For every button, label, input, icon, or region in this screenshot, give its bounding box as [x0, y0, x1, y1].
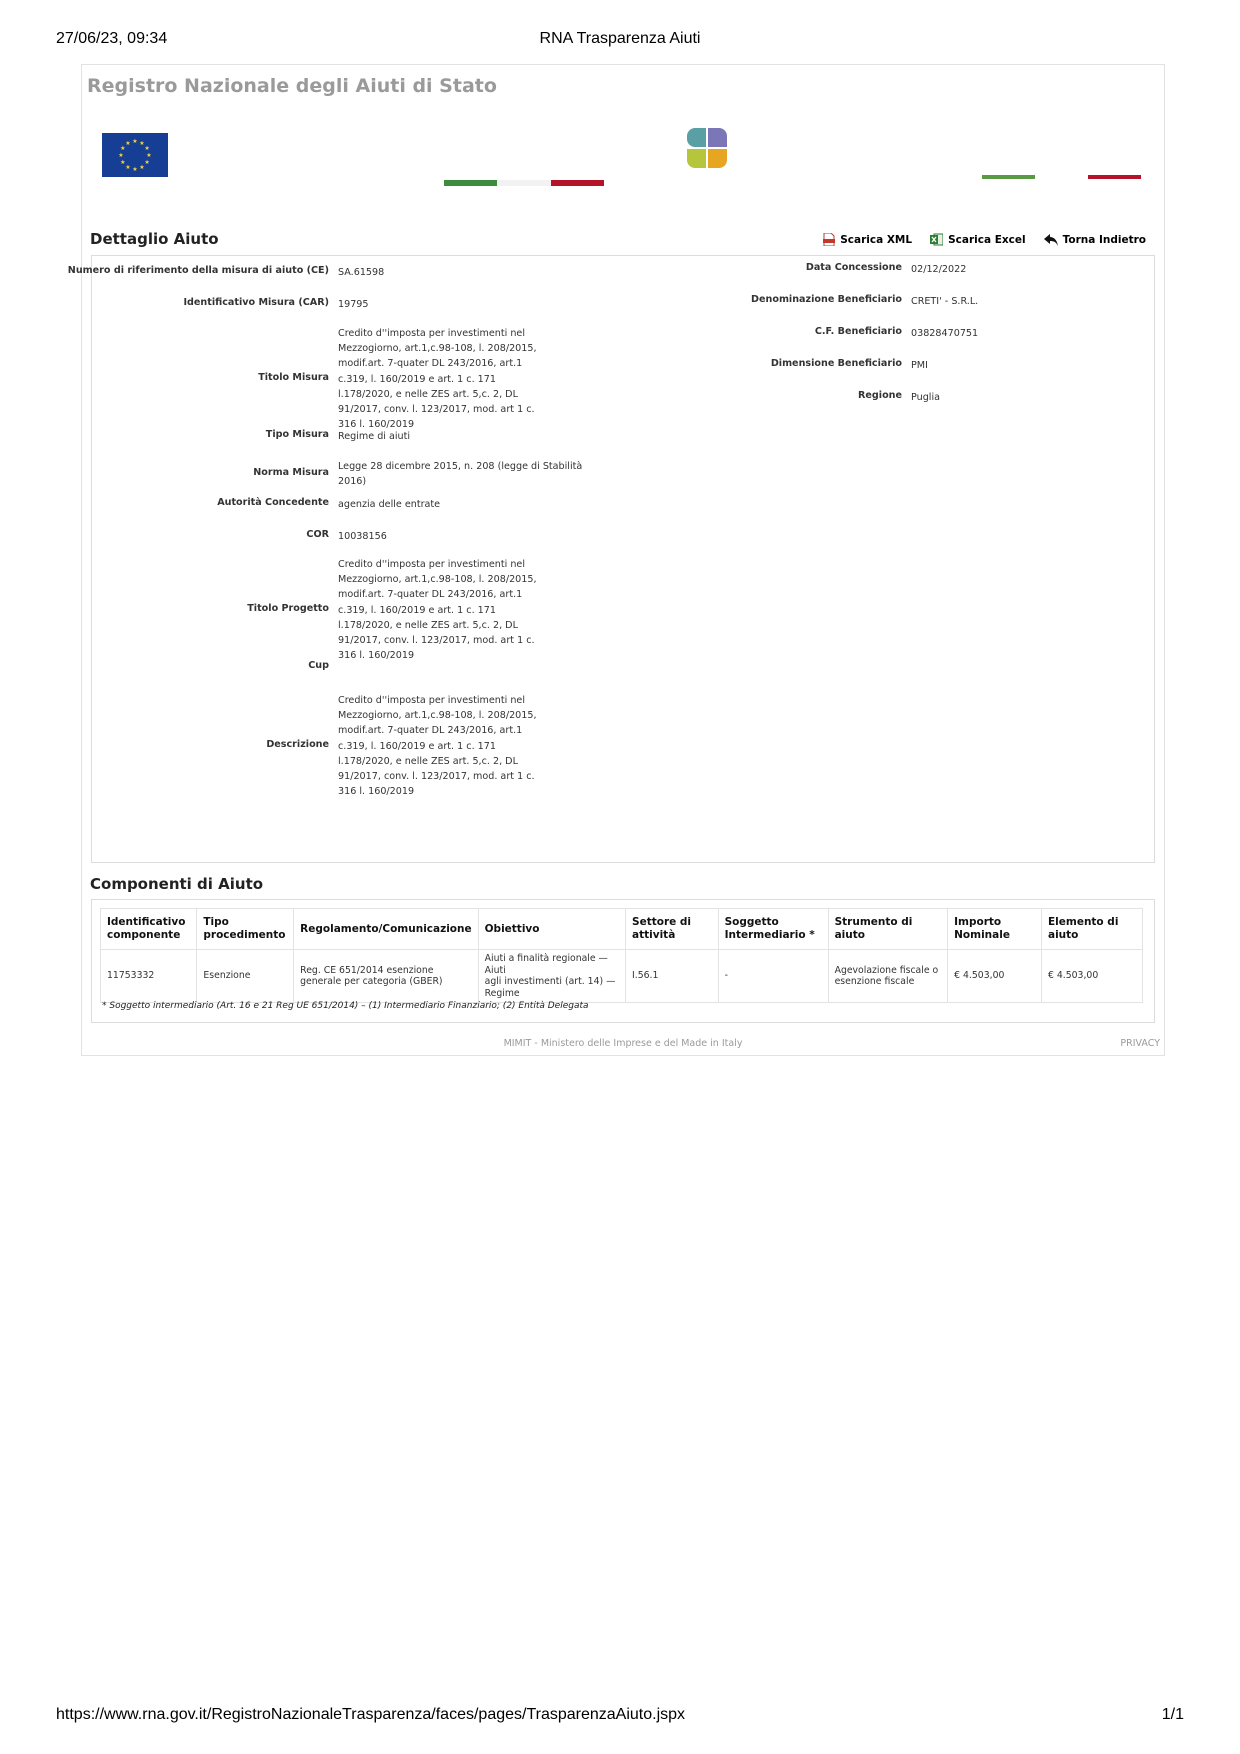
field-label: COR: [306, 529, 329, 540]
column-header-line: Settore di: [632, 916, 692, 928]
field-value-line: modif.art. 7-quater DL 243/2016, art.1: [338, 358, 523, 370]
field-value-line: agenzia delle entrate: [338, 499, 441, 510]
flag-red-segment: [551, 180, 604, 186]
column-header: [197, 909, 294, 950]
excel-file-icon: [930, 233, 943, 246]
field-value-line: l.178/2020, e nelle ZES art. 5,c. 2, DL: [338, 755, 518, 767]
eu-star-icon: ★: [125, 139, 131, 147]
column-header: [948, 909, 1042, 950]
field-norma-misura: [92, 459, 1154, 489]
back-arrow-icon: [1044, 234, 1058, 246]
components-footnote: * Soggetto intermediario (Art. 16 e 21 Reg UE 651/2014) – (1) Intermediario Finanziario; (2) Entità Delegata: [102, 1001, 589, 1011]
table-cell-line: 11753332: [107, 970, 155, 982]
column-header: [1041, 909, 1142, 950]
eu-star-icon: ★: [118, 152, 124, 159]
field-value-line: Regime di aiuti: [338, 431, 411, 442]
column-header-line: Soggetto: [724, 916, 779, 928]
field-value: [338, 429, 410, 444]
field-label: Norma Misura: [253, 466, 329, 478]
ministry-credit: MIMIT - Ministero delle Imprese e del Made in Italy: [503, 1038, 743, 1049]
column-header-line: Identificativo: [107, 916, 186, 928]
table-cell-line: € 4.503,00: [1047, 970, 1099, 982]
field-data-concessione: [92, 262, 1154, 277]
field-label: Autorità Concedente: [217, 497, 329, 508]
privacy-link[interactable]: PRIVACY: [1120, 1038, 1160, 1049]
field-value-line: CRETI' - S.R.L.: [911, 296, 979, 307]
download-excel-button[interactable]: [930, 233, 1026, 246]
field-value-line: 316 l. 160/2019: [338, 650, 415, 662]
field-descrizione: [92, 693, 1154, 799]
detail-section-title: Dettaglio Aiuto: [90, 230, 219, 248]
field-value-line: c.319, l. 160/2019 e art. 1 c. 171: [338, 740, 496, 752]
field-label: Titolo Misura: [258, 371, 329, 383]
eu-star-icon: ★: [144, 145, 150, 152]
field-denominazione-beneficiario: [92, 294, 1154, 309]
eu-star-icon: ★: [146, 152, 152, 159]
eu-star-icon: ★: [120, 145, 126, 152]
table-cell: [1041, 950, 1142, 1003]
field-value-line: SA.61598: [338, 267, 385, 278]
rna-logo-icon: [687, 128, 727, 168]
table-cell-line: Aiuti a finalità regionale — Aiuti: [484, 953, 608, 976]
field-label: Dimensione Beneficiario: [770, 358, 902, 369]
field-value-line: Legge 28 dicembre 2015, n. 208 (legge di Stabilità: [338, 461, 583, 472]
field-label: Identificativo Misura (CAR): [183, 297, 329, 308]
field-label: Tipo Misura: [265, 429, 329, 440]
field-label: Denominazione Beneficiario: [751, 294, 902, 305]
print-document-title: RNA Trasparenza Aiuti: [539, 30, 701, 47]
column-header-line: Intermediario *: [724, 929, 815, 941]
field-value-line: 19795: [338, 299, 369, 310]
eu-star-icon: ★: [120, 159, 126, 166]
table-cell: [478, 950, 625, 1003]
field-value-line: modif.art. 7-quater DL 243/2016, art.1: [338, 725, 523, 737]
field-titolo-misura: [92, 326, 1154, 432]
field-value: [911, 294, 978, 309]
field-value: [911, 390, 940, 405]
field-value: [338, 557, 537, 663]
page-frame: [67, 64, 1165, 1056]
print-datetime: 27/06/23, 09:34: [56, 30, 168, 47]
field-value-line: Credito d''imposta per investimenti nel: [338, 695, 525, 706]
table-cell-line: -: [724, 970, 728, 982]
field-value-line: PMI: [911, 360, 928, 371]
flag-green-segment: [444, 180, 497, 186]
table-cell-line: I.56.1: [632, 970, 659, 982]
table-cell-line: agli investimenti (art. 14) —: [484, 976, 616, 987]
table-cell: [626, 950, 719, 1003]
field-value-line: c.319, l. 160/2019 e art. 1 c. 171: [338, 604, 496, 616]
print-page-number: 1/1: [1161, 1706, 1184, 1723]
table-row: [101, 950, 1143, 1003]
field-value-line: 316 l. 160/2019: [338, 786, 415, 798]
field-regione: [92, 390, 1154, 405]
field-value-line: Credito d''imposta per investimenti nel: [338, 559, 525, 570]
column-header: [828, 909, 948, 950]
field-value-line: modif.art. 7-quater DL 243/2016, art.1: [338, 589, 523, 601]
table-cell-line: € 4.503,00: [954, 970, 1005, 982]
field-label: Titolo Progetto: [247, 602, 329, 614]
field-label: Regione: [858, 390, 902, 401]
field-value-line: Mezzogiorno, art.1,c.98-108, l. 208/2015,: [338, 574, 537, 586]
components-table: [100, 908, 1143, 1003]
back-button[interactable]: [1044, 233, 1146, 246]
field-value-line: l.178/2020, e nelle ZES art. 5,c. 2, DL: [338, 619, 518, 631]
detail-actions: [823, 233, 1146, 246]
print-url: https://www.rna.gov.it/RegistroNazionaleTrasparenza/faces/pages/TrasparenzaAiuto.jspx: [56, 1706, 686, 1723]
column-header-line: Regolamento/Comunicazione: [300, 922, 472, 935]
column-header-line: aiuto: [1047, 929, 1079, 941]
table-cell: [101, 950, 197, 1003]
download-excel-label: Scarica Excel: [948, 233, 1026, 246]
field-value: [338, 497, 440, 512]
table-cell: [948, 950, 1042, 1003]
table-cell-line: esenzione fiscale: [834, 976, 915, 987]
field-value-line: 91/2017, conv. l. 123/2017, mod. art 1 c.: [338, 404, 535, 416]
field-label: Cup: [308, 660, 329, 671]
field-value-line: Credito d''imposta per investimenti nel: [338, 328, 525, 339]
flag-white-segment: [497, 180, 550, 186]
field-autorit-concedente: [92, 497, 1154, 512]
field-value-line: 10038156: [338, 531, 387, 542]
field-cup: [92, 660, 1154, 675]
print-header: [56, 30, 1184, 54]
download-xml-button[interactable]: [823, 233, 912, 246]
print-footer: [56, 1706, 1184, 1730]
field-c-f-beneficiario: [92, 326, 1154, 341]
column-header: [626, 909, 719, 950]
field-value: [338, 693, 537, 799]
field-value-line: Mezzogiorno, art.1,c.98-108, l. 208/2015,: [338, 710, 537, 722]
field-value-line: Puglia: [911, 392, 940, 403]
table-cell: [197, 950, 294, 1003]
field-value-line: 91/2017, conv. l. 123/2017, mod. art 1 c.: [338, 771, 535, 783]
field-value: [911, 262, 966, 277]
field-value-line: 2016): [338, 476, 367, 488]
field-value-line: Mezzogiorno, art.1,c.98-108, l. 208/2015,: [338, 343, 537, 355]
field-value-line: c.319, l. 160/2019 e art. 1 c. 171: [338, 373, 496, 385]
field-value-line: 91/2017, conv. l. 123/2017, mod. art 1 c.: [338, 635, 535, 647]
pdf-xml-file-icon: [823, 233, 835, 246]
eu-star-icon: ★: [132, 166, 138, 173]
column-header: [718, 909, 828, 950]
back-label: Torna Indietro: [1062, 233, 1146, 246]
column-header-line: Elemento di: [1047, 916, 1119, 928]
field-tipo-misura: [92, 429, 1154, 444]
table-header-row: [101, 909, 1143, 950]
table-cell: [294, 950, 478, 1003]
column-header: [101, 909, 197, 950]
table-cell: [828, 950, 948, 1003]
field-label: Descrizione: [266, 738, 329, 750]
column-header: [478, 909, 625, 950]
field-cor: [92, 529, 1154, 544]
field-value-line: 03828470751: [911, 328, 979, 339]
column-header-line: procedimento: [203, 929, 286, 941]
table-cell: [718, 950, 828, 1003]
field-value: [338, 326, 537, 432]
column-header-line: attività: [632, 929, 676, 941]
field-value: [911, 358, 928, 373]
decorative-green-line: [982, 175, 1035, 179]
components-panel: [91, 899, 1155, 1023]
field-value-line: 316 l. 160/2019: [338, 419, 415, 431]
table-cell-line: generale per categoria (GBER): [300, 976, 443, 987]
field-value: [911, 326, 978, 341]
column-header-line: Importo: [954, 916, 1002, 928]
table-cell-line: Regime: [484, 987, 520, 999]
field-label: C.F. Beneficiario: [814, 326, 902, 337]
table-cell-line: Reg. CE 651/2014 esenzione: [300, 964, 434, 976]
table-cell-line: Agevolazione fiscale o: [834, 964, 939, 976]
column-header-line: Strumento di aiuto: [834, 916, 913, 941]
eu-star-icon: ★: [125, 164, 131, 172]
field-dimensione-beneficiario: [92, 358, 1154, 373]
eu-star-icon: ★: [144, 159, 150, 166]
field-value-line: l.178/2020, e nelle ZES art. 5,c. 2, DL: [338, 388, 518, 400]
detail-panel: [67, 255, 1155, 863]
eu-flag-icon: [102, 133, 168, 177]
column-header-line: Tipo: [203, 916, 229, 928]
eu-star-icon: ★: [139, 139, 145, 147]
field-label: Data Concessione: [805, 262, 902, 273]
column-header-line: Obiettivo: [484, 922, 540, 935]
field-label: Numero di riferimento della misura di aiuto (CE): [67, 265, 329, 276]
field-value: [338, 529, 387, 544]
eu-star-icon: ★: [139, 164, 145, 172]
table-cell-line: Esenzione: [203, 970, 251, 982]
download-xml-label: Scarica XML: [840, 233, 913, 246]
column-header: [294, 909, 478, 950]
decorative-red-line: [1088, 175, 1141, 179]
field-titolo-progetto: [92, 557, 1154, 663]
site-title: Registro Nazionale degli Aiuti di Stato: [87, 75, 497, 97]
column-header-line: Nominale: [954, 929, 1010, 941]
field-value: [338, 459, 582, 489]
field-value-line: 02/12/2022: [911, 264, 967, 275]
eu-star-icon: ★: [132, 138, 138, 145]
components-section-title: Componenti di Aiuto: [90, 875, 264, 893]
column-header-line: componente: [107, 929, 181, 941]
italian-flag-bar: [444, 180, 604, 186]
